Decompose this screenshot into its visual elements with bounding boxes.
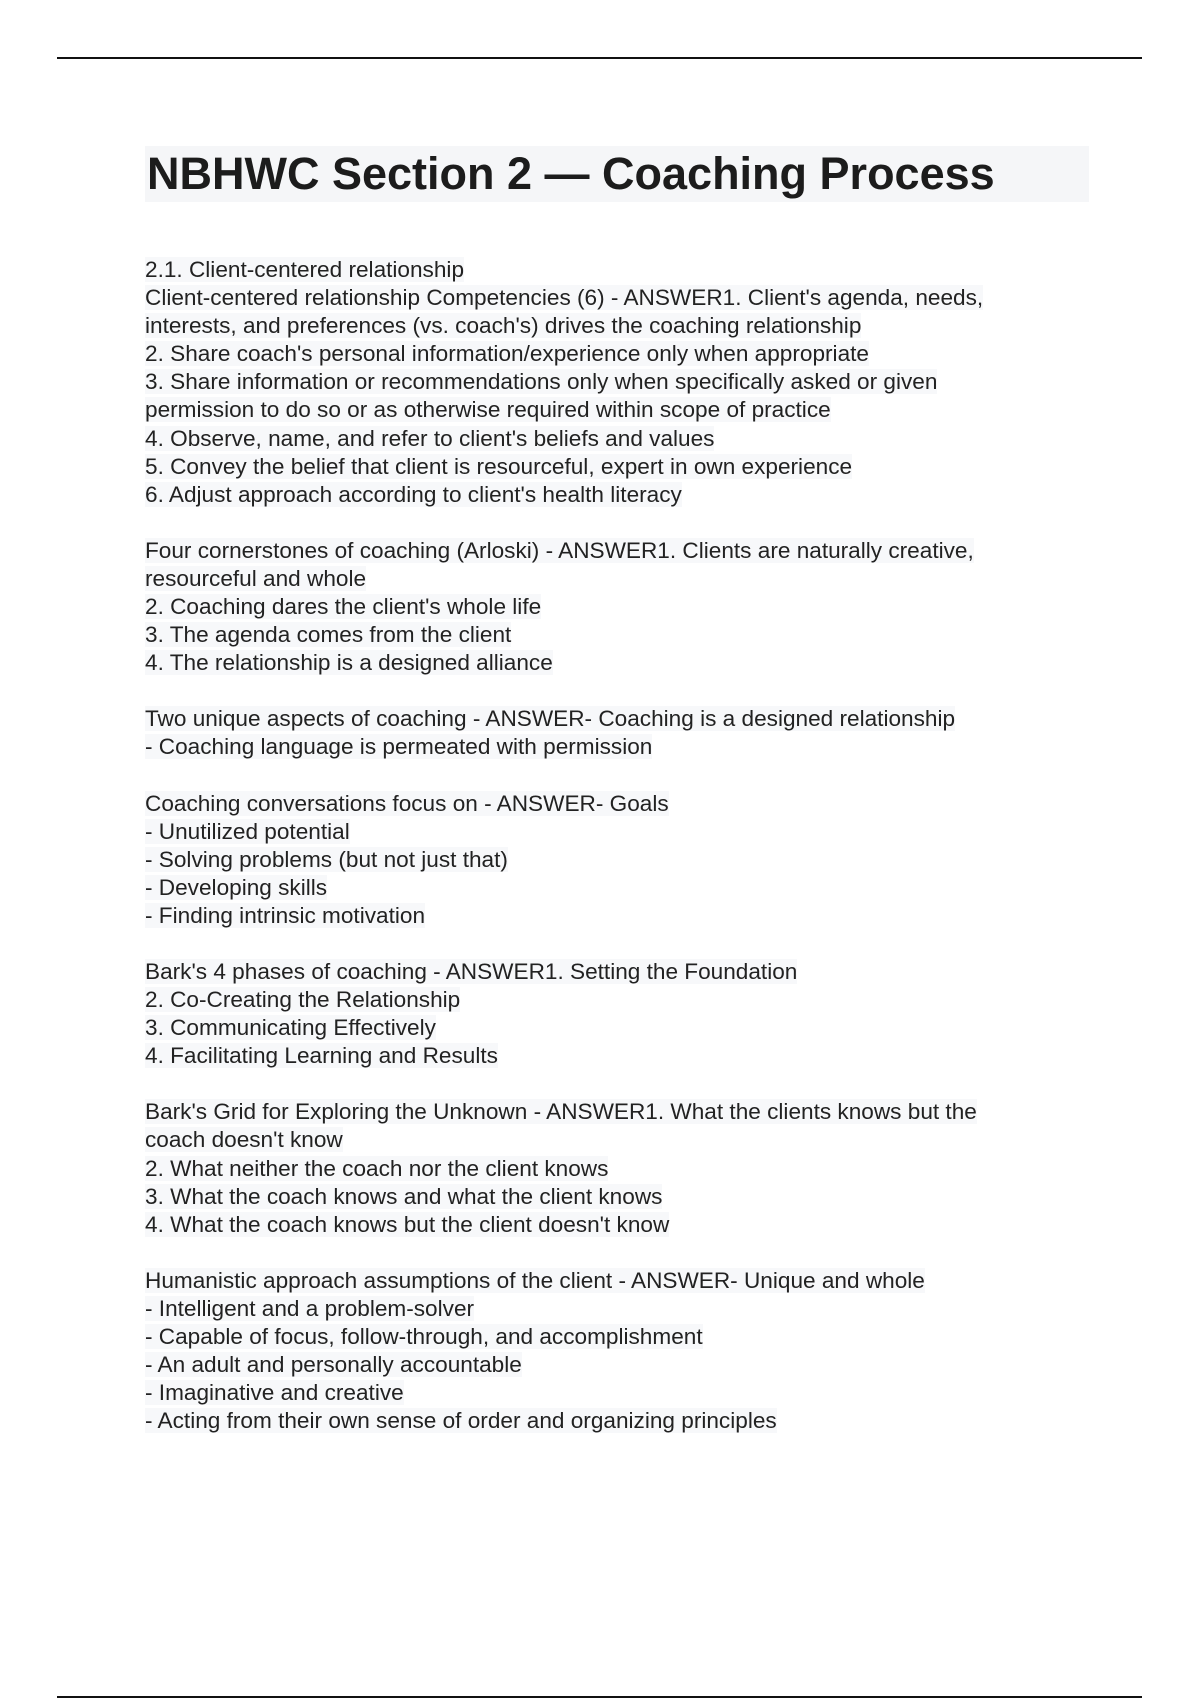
line-text: 2. Share coach's personal information/experience only when appropriate (145, 341, 869, 367)
qa-section (145, 705, 1085, 761)
line-text: 4. Observe, name, and refer to client's beliefs and values (145, 425, 715, 451)
line-text: 3. The agenda comes from the client (145, 622, 512, 648)
line-text: Coaching conversations focus on - ANSWER- Goals (145, 790, 669, 816)
line-text: 3. Share information or recommendations only when specifically asked or given (145, 369, 938, 395)
text-line (145, 368, 1085, 396)
line-text: Bark's Grid for Exploring the Unknown - ANSWER1. What the clients knows but the (145, 1099, 977, 1125)
text-line (145, 649, 1085, 677)
document-body (145, 256, 1085, 1435)
line-text: 2.1. Client-centered relationship (145, 257, 465, 282)
line-text: 2. What neither the coach nor the client knows (145, 1155, 609, 1181)
text-line (145, 1351, 1085, 1379)
section-gap (145, 1070, 1085, 1098)
text-line (145, 312, 1085, 340)
bottom-divider (57, 1696, 1142, 1698)
text-line (145, 396, 1085, 424)
text-line (145, 621, 1085, 649)
qa-section (145, 1098, 1085, 1238)
line-text: 2. Co-Creating the Relationship (145, 987, 461, 1013)
text-line (145, 902, 1085, 930)
line-text: - Imaginative and creative (145, 1380, 404, 1406)
line-text: Bark's 4 phases of coaching - ANSWER1. Setting the Foundation (145, 958, 798, 984)
qa-section (145, 958, 1085, 1070)
text-line (145, 705, 1085, 733)
section-gap (145, 509, 1085, 537)
text-line (145, 1323, 1085, 1351)
text-line (145, 958, 1085, 986)
section-gap (145, 930, 1085, 958)
line-text: Client-centered relationship Competencies (6) - ANSWER1. Client's agenda, needs, (145, 285, 984, 311)
line-text: resourceful and whole (145, 565, 367, 591)
section-gap (145, 677, 1085, 705)
top-divider (57, 57, 1142, 59)
line-text: - An adult and personally accountable (145, 1352, 522, 1378)
text-line (145, 986, 1085, 1014)
text-line (145, 453, 1085, 481)
line-text: - Capable of focus, follow-through, and accomplishment (145, 1324, 703, 1349)
text-line (145, 874, 1085, 902)
text-line (145, 1155, 1085, 1183)
line-text: permission to do so or as otherwise required within scope of practice (145, 397, 831, 423)
line-text: interests, and preferences (vs. coach's) drives the coaching relationship (145, 313, 862, 339)
line-text: 2. Coaching dares the client's whole life (145, 594, 542, 620)
title-block (145, 146, 1089, 202)
text-line (145, 733, 1085, 761)
line-text: 4. The relationship is a designed alliance (145, 650, 553, 676)
text-line (145, 790, 1085, 818)
text-line (145, 425, 1085, 453)
line-text: coach doesn't know (145, 1127, 343, 1153)
text-line (145, 818, 1085, 846)
text-line (145, 1211, 1085, 1239)
qa-section (145, 790, 1085, 930)
text-line (145, 1098, 1085, 1126)
text-line (145, 537, 1085, 565)
line-text: 3. Communicating Effectively (145, 1015, 436, 1041)
section-gap (145, 1239, 1085, 1267)
line-text: Four cornerstones of coaching (Arloski) - ANSWER1. Clients are naturally creative, (145, 537, 974, 563)
text-line (145, 1014, 1085, 1042)
line-text: - Unutilized potential (145, 818, 350, 844)
text-line (145, 565, 1085, 593)
line-text: 4. Facilitating Learning and Results (145, 1043, 498, 1069)
line-text: - Finding intrinsic motivation (145, 902, 426, 928)
text-line (145, 1267, 1085, 1295)
line-text: - Acting from their own sense of order and organizing principles (145, 1408, 777, 1434)
line-text: 6. Adjust approach according to client's health literacy (145, 481, 682, 507)
line-text: 3. What the coach knows and what the client knows (145, 1183, 663, 1209)
line-text: 4. What the coach knows but the client doesn't know (145, 1211, 670, 1237)
text-line (145, 1295, 1085, 1323)
line-text: - Intelligent and a problem-solver (145, 1295, 475, 1321)
text-line (145, 340, 1085, 368)
qa-section (145, 1267, 1085, 1436)
page-title: NBHWC Section 2 — Coaching Process (147, 148, 995, 199)
line-text: 5. Convey the belief that client is resourceful, expert in own experience (145, 453, 853, 479)
line-text: Humanistic approach assumptions of the client - ANSWER- Unique and whole (145, 1267, 925, 1293)
line-text: - Developing skills (145, 874, 328, 900)
line-text: - Solving problems (but not just that) (145, 846, 508, 872)
text-line (145, 256, 1085, 284)
text-line (145, 1407, 1085, 1435)
line-text: - Coaching language is permeated with permission (145, 734, 653, 760)
line-text: Two unique aspects of coaching - ANSWER- Coaching is a designed relationship (145, 706, 956, 732)
text-line (145, 593, 1085, 621)
text-line (145, 284, 1085, 312)
qa-section (145, 537, 1085, 677)
text-line (145, 481, 1085, 509)
text-line (145, 1379, 1085, 1407)
qa-section (145, 256, 1085, 509)
text-line (145, 1126, 1085, 1154)
text-line (145, 1042, 1085, 1070)
section-gap (145, 762, 1085, 790)
text-line (145, 846, 1085, 874)
text-line (145, 1183, 1085, 1211)
